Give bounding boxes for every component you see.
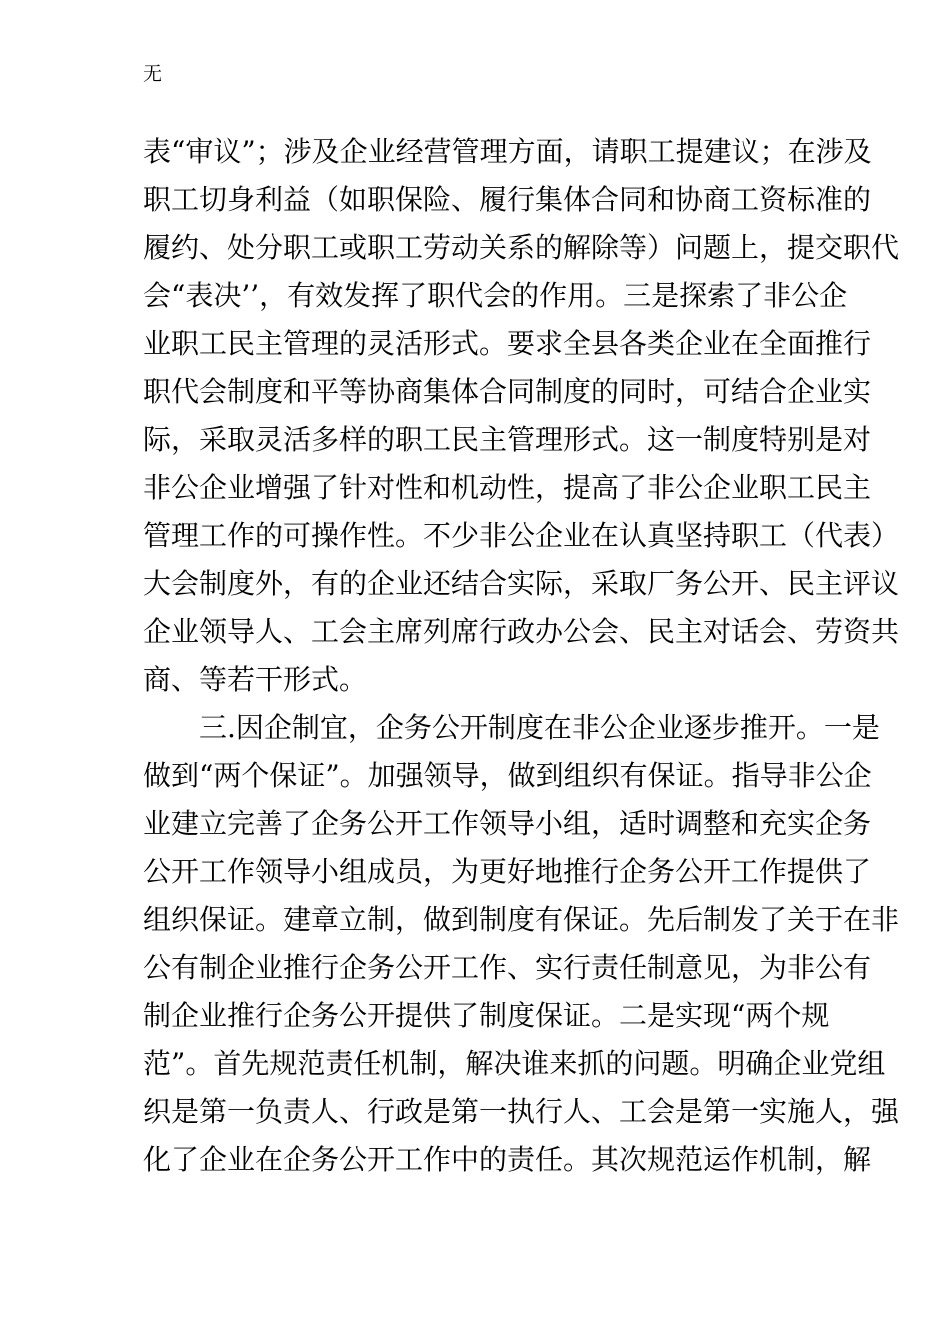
text-line: 管理工作的可操作性。不少非公企业在认真坚持职工（代表） [143, 519, 900, 552]
page-header: 无 [143, 63, 163, 85]
text-line: 商、等若干形式。 [143, 663, 368, 696]
text-line: 织是第一负责人、行政是第一执行人、工会是第一实施人，强 [143, 1095, 900, 1128]
text-line: 履约、处分职工或职工劳动关系的解除等）问题上，提交职代 [143, 231, 900, 264]
text-line: 组织保证。建章立制，做到制度有保证。先后制发了关于在非 [143, 903, 900, 936]
text-line: 职工切身利益（如职保险、履行集体合同和协商工资标准的 [143, 183, 872, 216]
text-line: 业职工民主管理的灵活形式。要求全县各类企业在全面推行 [143, 327, 872, 360]
text-line: 企业领导人、工会主席列席行政办公会、民主对话会、劳资共 [143, 615, 900, 648]
text-line: 非公企业增强了针对性和机动性，提高了非公企业职工民主 [143, 471, 872, 504]
text-line: 三.因企制宜，企务公开制度在非公企业逐步推开。一是 [143, 711, 880, 744]
text-line: 公开工作领导小组成员，为更好地推行企务公开工作提供了 [143, 855, 872, 888]
document-body [143, 128, 900, 1184]
text-line: 表“审议”；涉及企业经营管理方面，请职工提建议；在涉及 [143, 135, 872, 168]
text-line: 公有制企业推行企务公开工作、实行责任制意见，为非公有 [143, 951, 872, 984]
text-line: 大会制度外，有的企业还结合实际，采取厂务公开、民主评议 [143, 567, 900, 600]
text-line: 业建立完善了企务公开工作领导小组，适时调整和充实企务 [143, 807, 872, 840]
text-line: 职代会制度和平等协商集体合同制度的同时，可结合企业实 [143, 375, 872, 408]
text-line: 际，采取灵活多样的职工民主管理形式。这一制度特别是对 [143, 423, 872, 456]
text-line: 会“表决’’，有效发挥了职代会的作用。三是探索了非公企 [143, 279, 848, 312]
text-line: 化了企业在企务公开工作中的责任。其次规范运作机制，解 [143, 1143, 872, 1176]
text-line: 制企业推行企务公开提供了制度保证。二是实现“两个规 [143, 999, 830, 1032]
text-line: 范”。首先规范责任机制，解决谁来抓的问题。明确企业党组 [143, 1047, 886, 1080]
text-line: 做到“两个保证”。加强领导，做到组织有保证。指导非公企 [143, 759, 872, 792]
